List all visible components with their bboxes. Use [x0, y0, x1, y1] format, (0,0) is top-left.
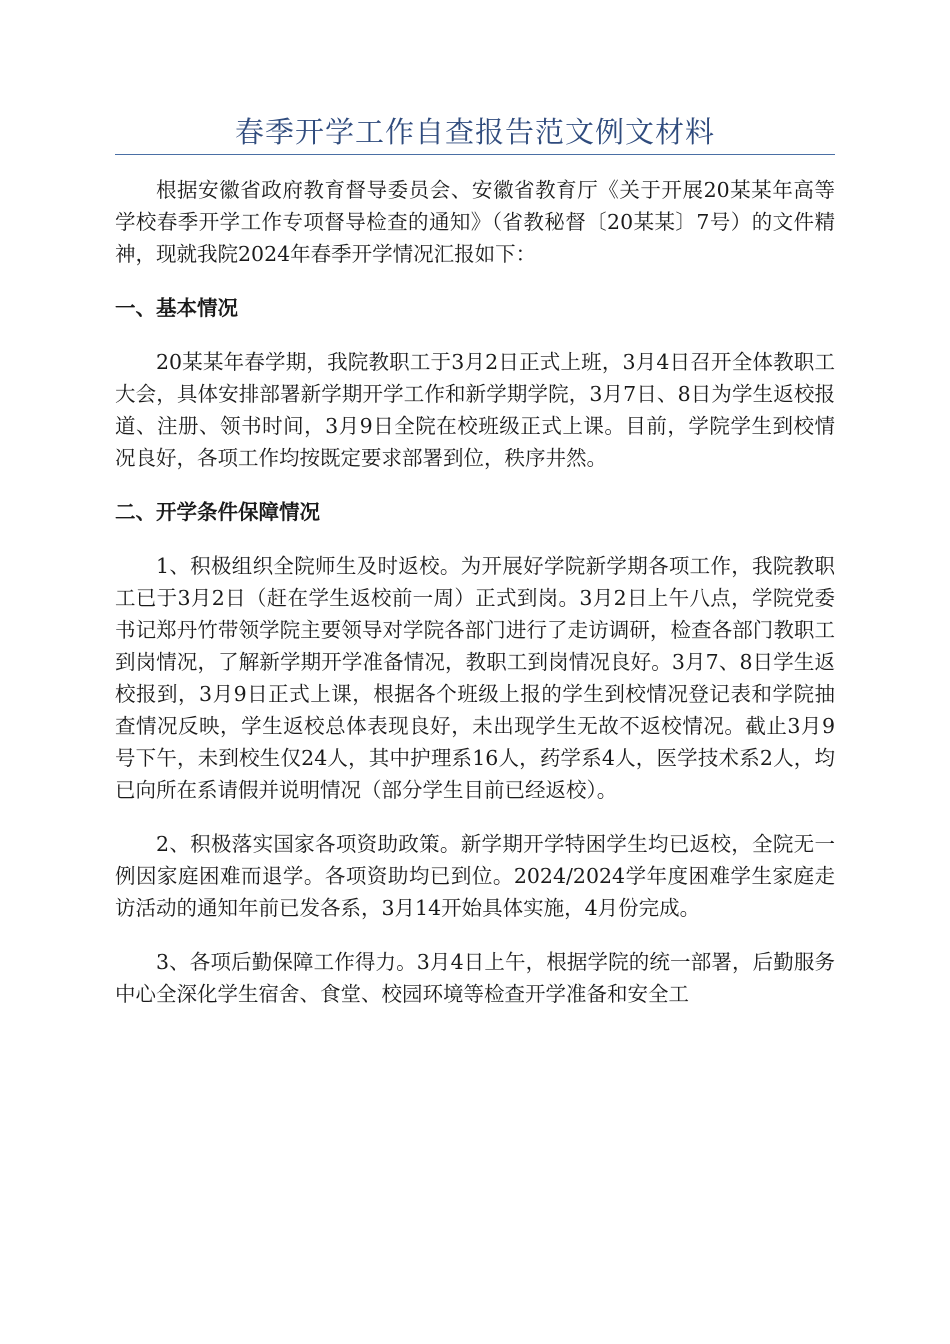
conditions-paragraph-2: 2、积极落实国家各项资助政策。新学期开学特困学生均已返校，全院无一例因家庭困难而退学。各项资助均已到位。2024/2024学年度困难学生家庭走访活动的通知年前已发各系，3月14开始具体实施，4月份完成。 [115, 832, 835, 920]
section-heading-basic: 一、基本情况 [115, 296, 238, 320]
conditions-paragraph-1: 1、积极组织全院师生及时返校。为开展好学院新学期各项工作，我院教职工已于3月2日（赶在学生返校前一周）正式到岗。3月2日上午八点，学院党委书记郑丹竹带领学院主要领导对学院各部门进行了走访调研，检查各部门教职工到岗情况，了解新学期开学准备情况，教职工到岗情况良好。3月7、8日学生返校报到，3月9日正式上课，根据各个班级上报的学生到校情况登记表和学院抽查情况反映，学生返校总体表现良好，未出现学生无故不返校情况。截止3月9号下午，未到校生仅24人，其中护理系16人，药学系4人，医学技术系2人，均已向所在系请假并说明情况（部分学生目前已经返校）。 [115, 554, 835, 802]
basic-situation-paragraph: 20某某年春学期，我院教职工于3月2日正式上班，3月4日召开全体教职工大会，具体安排部署新学期开学工作和新学期学院，3月7日、8日为学生返校报道、注册、领书时间，3月9日全院在校班级正式上课。目前，学院学生到校情况良好，各项工作均按既定要求部署到位，秩序井然。 [115, 350, 835, 470]
document-body [115, 174, 835, 1010]
document-title: 春季开学工作自查报告范文例文材料 [234, 115, 715, 149]
conditions-paragraph-3: 3、各项后勤保障工作得力。3月4日上午，根据学院的统一部署，后勤服务中心全深化学生宿舍、食堂、校园环境等检查开学准备和安全工 [115, 950, 835, 1006]
title-underline [115, 154, 835, 155]
section-heading-conditions: 二、开学条件保障情况 [115, 500, 320, 524]
intro-paragraph: 根据安徽省政府教育督导委员会、安徽省教育厅《关于开展20某某年高等学校春季开学工作专项督导检查的通知》（省教秘督〔20某某〕7号）的文件精神，现就我院2024年春季开学情况汇报如下： [115, 178, 835, 266]
